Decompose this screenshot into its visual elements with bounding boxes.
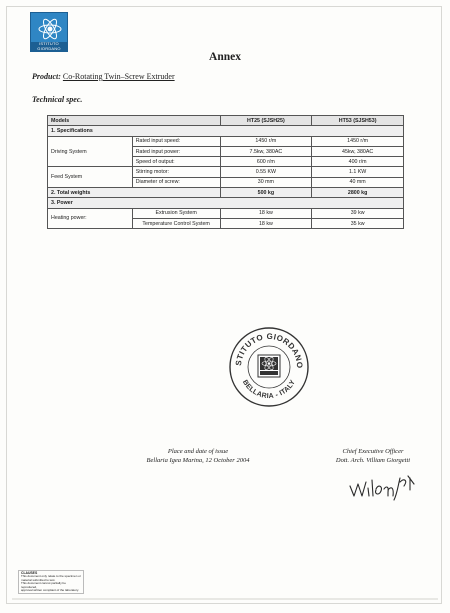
ceo-title: Chief Executive Officer — [342, 448, 404, 455]
ceo-block — [318, 447, 428, 465]
row-value: 35 kw — [312, 218, 404, 228]
model-ht25-header: HT25 (SJSH25) — [220, 116, 312, 126]
clauses-title: CLAUSES — [21, 571, 38, 575]
total-weights-label: 2. Total weights — [48, 188, 221, 198]
place-and-date — [118, 447, 278, 465]
row-label: Speed of output: — [132, 157, 220, 167]
row-value: 2800 kg — [312, 188, 404, 198]
row-value: 0.55 KW — [220, 167, 312, 177]
models-header: Models — [48, 116, 221, 126]
row-value: 40 mm — [312, 177, 404, 187]
official-stamp — [227, 325, 311, 409]
product-line — [32, 72, 175, 81]
row-value: 18 kw — [220, 218, 312, 228]
row-label: Stirring motor: — [132, 167, 220, 177]
table-row — [48, 167, 404, 177]
product-label: Product: — [32, 72, 61, 81]
clauses-text: This document only relate to the specimen or — [21, 574, 81, 579]
row-value: 400 r/m — [312, 157, 404, 167]
row-value: 1450 r/m — [220, 136, 312, 146]
section-power: 3. Power — [48, 198, 404, 208]
ceo-name: Dott. Arch. Villiam Giorgetti — [335, 457, 411, 464]
clauses-box — [18, 570, 84, 594]
row-label: Rated input power: — [132, 146, 220, 156]
heating-power-label: Heating power: — [48, 208, 133, 229]
clauses-text: approval written compliant of the laboratory. — [21, 588, 79, 593]
svg-text:BELLARIA - ITALY — [241, 379, 297, 400]
row-label: Diameter of screw: — [132, 177, 220, 187]
row-value: 18 kw — [220, 208, 312, 218]
row-value: 1450 r/m — [312, 136, 404, 146]
table-row — [48, 136, 404, 146]
model-ht53-header: HT53 (SJSH53) — [312, 116, 404, 126]
row-value: 1.1 KW — [312, 167, 404, 177]
driving-system-label: Driving System — [48, 136, 133, 167]
stamp-bottom-text: BELLARIA - ITALY — [240, 378, 298, 401]
footer-divider — [12, 598, 438, 600]
row-value: 7.5kw, 380AC — [220, 146, 312, 156]
spec-table — [47, 115, 404, 229]
table-header-row — [48, 116, 404, 126]
place-value: Bellaria Igea Marina, 12 October 2004 — [146, 457, 250, 464]
row-value: 45kw, 380AC — [312, 146, 404, 156]
feed-system-label: Feed System — [48, 167, 133, 188]
row-value: 30 mm — [220, 177, 312, 187]
stamp-logo-icon — [258, 355, 280, 377]
row-value: 500 kg — [220, 188, 312, 198]
tech-spec-heading: Technical spec. — [32, 95, 83, 104]
stamp-top-text: STITUTO GIORDANO — [233, 331, 305, 369]
page-title: Annex — [209, 51, 241, 63]
place-label: Place and date of issue — [167, 448, 229, 455]
table-row — [48, 208, 404, 218]
handwritten-signature — [348, 472, 418, 502]
clauses-text: This document cannot partially be reproduced, — [21, 581, 66, 589]
row-label: Rated input speed: — [132, 136, 220, 146]
clauses-text: material submitted to test. — [21, 577, 56, 582]
row-label: Extrusion System — [132, 208, 220, 218]
product-value: Co-Rotating Twin–Screw Extruder — [62, 72, 175, 81]
section-total-weights — [48, 188, 404, 198]
atom-icon — [36, 15, 64, 43]
logo-text: ISTITUTO GIORDANO — [31, 42, 67, 51]
row-value: 600 r/m — [220, 157, 312, 167]
institute-logo — [30, 12, 68, 52]
row-label: Temperature Control System — [132, 218, 220, 228]
row-value: 39 kw — [312, 208, 404, 218]
section-specifications: 1. Specifications — [48, 126, 404, 136]
